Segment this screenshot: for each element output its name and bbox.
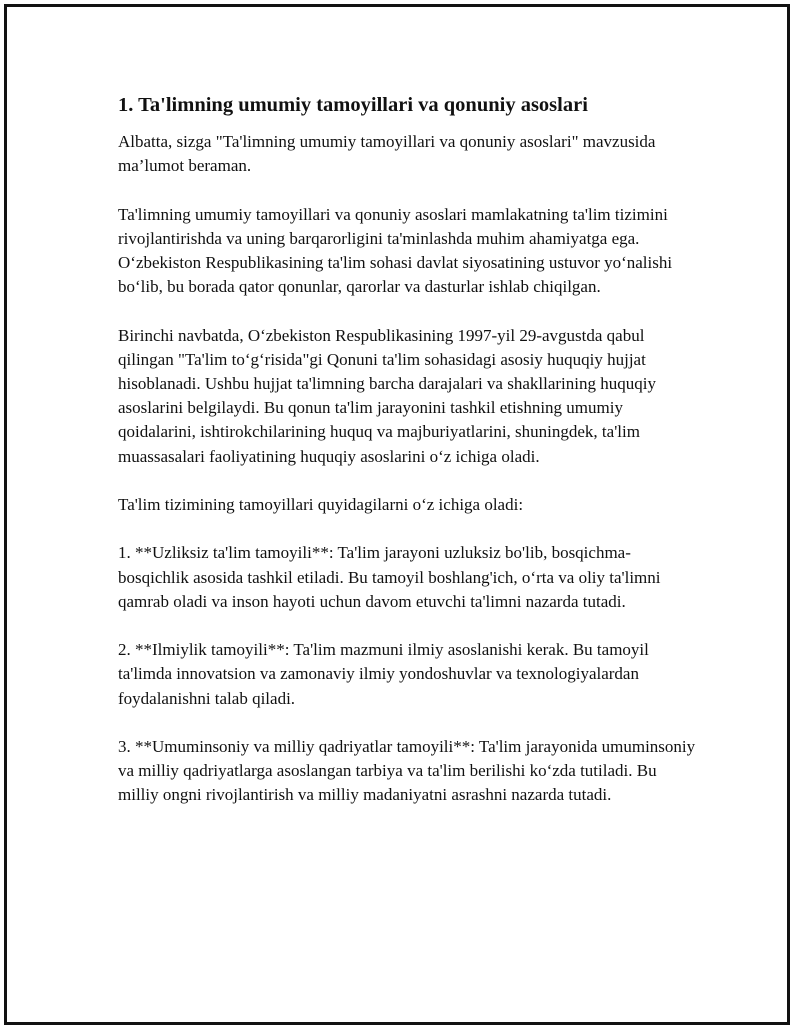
document-title: 1. Ta'limning umumiy tamoyillari va qonuniy asoslari — [118, 94, 588, 116]
paragraph-overview: Ta'limning umumiy tamoyillari va qonuniy asoslari mamlakatning ta'lim tizimini rivojlantirishda va uning barqarorligini ta'minlashda muhim ahamiyatga ega. O‘zbekiston Respublikasining ta'lim sohasi davlat siyosatining ustuvor yo‘nalishi bo‘lib, bu borada qator qonunlar, qarorlar va dasturlar ishlab chiqilgan. — [118, 204, 673, 297]
paragraph-intro: Albatta, sizga "Ta'limning umumiy tamoyillari va qonuniy asoslari" mavzusida ma’lumot beraman. — [118, 132, 656, 176]
principle-item-2: 2. **Ilmiylik tamoyili**: Ta'lim mazmuni ilmiy asoslanishi kerak. Bu tamoyil ta'limda innovatsion va zamonaviy ilmiy yondoshuvlar va texnologiyalardan foydalanishni talab qiladi. — [118, 640, 649, 708]
paragraph-principles-intro: Ta'lim tizimining tamoyillari quyidagilarni o‘z ichiga oladi: — [118, 495, 524, 514]
principle-item-3: 3. **Umuminsoniy va milliy qadriyatlar tamoyili**: Ta'lim jarayonida umuminsoniy va milliy qadriyatlarga asoslangan tarbiya va ta'lim berilishi ko‘zda tutiladi. Bu milliy ongni rivojlantirish va milliy madaniyatni asrashni nazarda tutadi. — [118, 736, 696, 805]
principle-item-1: 1. **Uzliksiz ta'lim tamoyili**: Ta'lim jarayoni uzluksiz bo'lib, bosqichma-bosqichlik asosida tashkil etiladi. Bu tamoyil boshlang'ich, o‘rta va oliy ta'limni qamrab oladi va inson hayoti uchun davom etuvchi ta'limni nazarda tutadi. — [118, 543, 661, 611]
document-body — [118, 92, 698, 832]
paragraph-law: Birinchi navbatda, O‘zbekiston Respublikasining 1997-yil 29-avgustda qabul qilingan "Ta'lim to‘g‘risida"gi Qonuni ta'lim sohasidagi asosiy huquqiy hujjat hisoblanadi. Ushbu hujjat ta'limning barcha darajalari va shakllarining huquqiy asoslarini belgilaydi. Bu qonun ta'lim jarayonini tashkil etishning umumiy qoidalarini, ishtirokchilarining huquq va majburiyatlarini, shuningdek, ta'lim muassasalari faoliyatining huquqiy asoslarini o‘z ichiga oladi. — [118, 325, 656, 466]
